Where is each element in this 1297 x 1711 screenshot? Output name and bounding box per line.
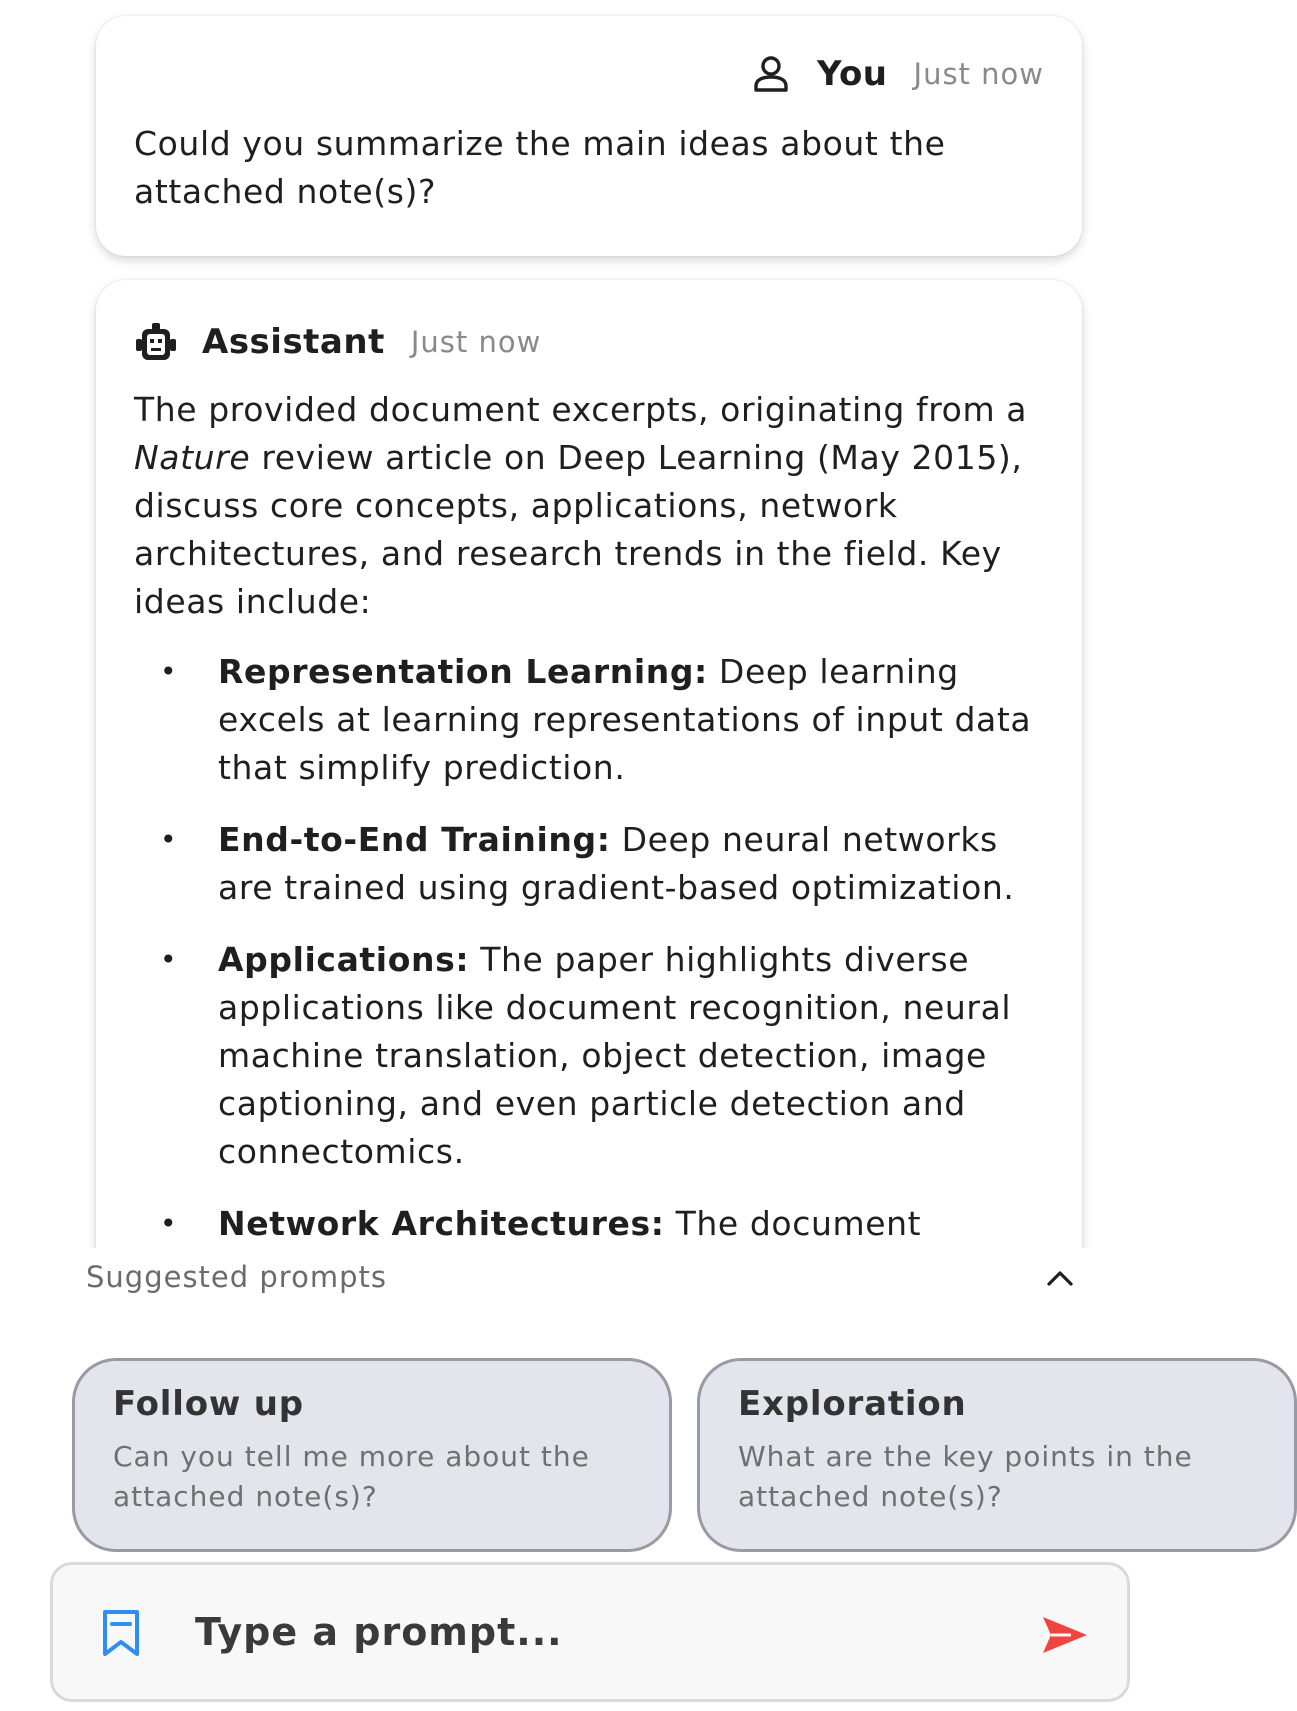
suggestion-card-exploration[interactable] bbox=[697, 1358, 1297, 1552]
bullet-dot: • bbox=[160, 1207, 178, 1240]
bullet-dot: • bbox=[160, 823, 178, 856]
suggestion-text-line-1: Can you tell me more about the bbox=[113, 1440, 590, 1473]
suggestion-text-line-2: attached note(s)? bbox=[738, 1480, 1003, 1513]
bullet-dot: • bbox=[160, 655, 178, 688]
prompt-input[interactable] bbox=[195, 1595, 975, 1669]
bullet-text: The paper highlights diverse applications like document recognition, neural machine translation, object detection, image captioning, and even particle detection and connectomics. bbox=[218, 940, 1012, 1171]
user-sender-name: You bbox=[816, 54, 888, 94]
suggestion-text-line-1: What are the key points in the bbox=[738, 1440, 1193, 1473]
prompt-input-bar bbox=[50, 1562, 1130, 1702]
bullet-text: The document bbox=[664, 1204, 922, 1243]
suggested-prompts-panel bbox=[0, 1248, 1193, 1558]
intro-part-2: review article on Deep Learning (May 2015), discuss core concepts, applications, network architectures, and research trends in the field. Key ideas include: bbox=[134, 438, 1023, 621]
intro-part-1: The provided document excerpts, originating from a bbox=[134, 390, 1028, 429]
intro-italic-journal: Nature bbox=[134, 438, 251, 477]
bullet-text: Deep neural networks are trained using gradient-based optimization. bbox=[218, 820, 1015, 907]
suggested-prompts-title: Suggested prompts bbox=[86, 1260, 387, 1294]
collapse-suggestions-button[interactable] bbox=[1040, 1258, 1080, 1298]
assistant-message-card bbox=[96, 280, 1082, 1380]
bullet-term: Network Architectures: bbox=[218, 1204, 665, 1243]
user-message-header bbox=[134, 52, 1044, 96]
suggestion-card-follow-up[interactable] bbox=[72, 1358, 672, 1552]
assistant-sender-name: Assistant bbox=[202, 322, 385, 362]
user-message-card bbox=[96, 16, 1082, 256]
robot-icon bbox=[134, 320, 178, 364]
summary-bullet-list bbox=[134, 648, 1044, 1248]
bullet-text: Deep learning excels at learning representations of input data that simplify prediction. bbox=[218, 652, 1032, 787]
suggestion-title: Follow up bbox=[113, 1384, 304, 1424]
list-item bbox=[134, 648, 1044, 792]
bullet-term: Applications: bbox=[218, 940, 470, 979]
bullet-dot: • bbox=[160, 943, 178, 976]
bookmark-icon bbox=[101, 1609, 141, 1657]
chevron-up-icon bbox=[1046, 1269, 1074, 1287]
suggestion-title: Exploration bbox=[738, 1384, 967, 1424]
assistant-message-header bbox=[134, 320, 1044, 364]
bullet-term: Representation Learning: bbox=[218, 652, 708, 691]
bullet-term: End-to-End Training: bbox=[218, 820, 611, 859]
send-icon bbox=[1041, 1615, 1089, 1655]
suggested-prompts-carousel[interactable] bbox=[72, 1358, 1193, 1554]
assistant-message-time: Just now bbox=[410, 325, 542, 359]
attach-notes-button[interactable] bbox=[101, 1609, 145, 1659]
list-item bbox=[134, 1200, 1044, 1248]
assistant-intro-text bbox=[134, 386, 1044, 626]
list-item bbox=[134, 936, 1044, 1176]
list-item bbox=[134, 816, 1044, 912]
user-message-time: Just now bbox=[913, 57, 1044, 91]
user-message-text: Could you summarize the main ideas about the attached note(s)? bbox=[134, 124, 946, 211]
send-button[interactable] bbox=[1039, 1609, 1091, 1661]
person-icon bbox=[749, 52, 793, 96]
suggestion-text-line-2: attached note(s)? bbox=[113, 1480, 378, 1513]
